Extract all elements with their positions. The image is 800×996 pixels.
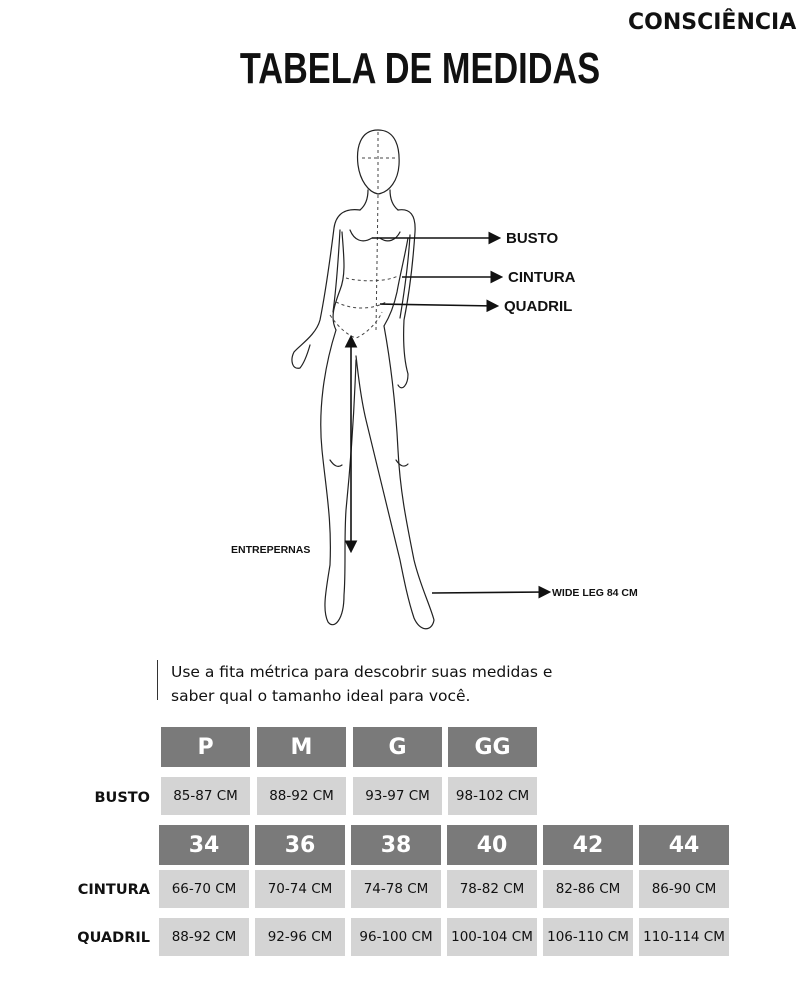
size-header-42: 42 bbox=[543, 825, 633, 865]
cintura-value-40: 78-82 CM bbox=[447, 870, 537, 908]
brand-logo: CONSCIÊNCIA bbox=[628, 10, 797, 35]
busto-value-gg: 98-102 CM bbox=[448, 777, 537, 815]
row-label-busto: BUSTO bbox=[94, 790, 150, 806]
label-cintura: CINTURA bbox=[508, 269, 576, 286]
instructions-text bbox=[157, 660, 553, 705]
page-title: TABELA DE MEDIDAS bbox=[239, 44, 601, 93]
body-figure-illustration bbox=[0, 110, 800, 640]
size-header-38: 38 bbox=[351, 825, 441, 865]
cintura-value-42: 82-86 CM bbox=[543, 870, 633, 908]
quadril-value-42: 106-110 CM bbox=[543, 918, 633, 956]
quadril-value-36: 92-96 CM bbox=[255, 918, 345, 956]
quadril-value-38: 96-100 CM bbox=[351, 918, 441, 956]
instructions-line-2: saber qual o tamanho ideal para você. bbox=[171, 687, 471, 705]
busto-value-g: 93-97 CM bbox=[353, 777, 442, 815]
size-header-m: M bbox=[257, 727, 346, 767]
busto-value-m: 88-92 CM bbox=[257, 777, 346, 815]
size-header-44: 44 bbox=[639, 825, 729, 865]
wide-leg-arrow bbox=[432, 592, 548, 593]
size-header-40: 40 bbox=[447, 825, 537, 865]
instructions-line-1: Use a fita métrica para descobrir suas medidas e bbox=[171, 663, 553, 681]
busto-value-p: 85-87 CM bbox=[161, 777, 250, 815]
quadril-arrow bbox=[380, 304, 496, 306]
label-wide-leg: WIDE LEG 84 CM bbox=[552, 587, 638, 599]
size-header-p: P bbox=[161, 727, 250, 767]
label-quadril: QUADRIL bbox=[504, 298, 573, 315]
quadril-value-34: 88-92 CM bbox=[159, 918, 249, 956]
cintura-value-34: 66-70 CM bbox=[159, 870, 249, 908]
label-busto: BUSTO bbox=[506, 230, 559, 247]
row-label-quadril: QUADRIL bbox=[77, 930, 150, 946]
row-label-cintura: CINTURA bbox=[77, 882, 150, 898]
cintura-value-44: 86-90 CM bbox=[639, 870, 729, 908]
size-header-36: 36 bbox=[255, 825, 345, 865]
size-header-g: G bbox=[353, 727, 442, 767]
size-header-gg: GG bbox=[448, 727, 537, 767]
label-entrepernas: ENTREPERNAS bbox=[231, 544, 311, 556]
cintura-value-36: 70-74 CM bbox=[255, 870, 345, 908]
quadril-value-44: 110-114 CM bbox=[639, 918, 729, 956]
quadril-value-40: 100-104 CM bbox=[447, 918, 537, 956]
cintura-value-38: 74-78 CM bbox=[351, 870, 441, 908]
size-header-34: 34 bbox=[159, 825, 249, 865]
